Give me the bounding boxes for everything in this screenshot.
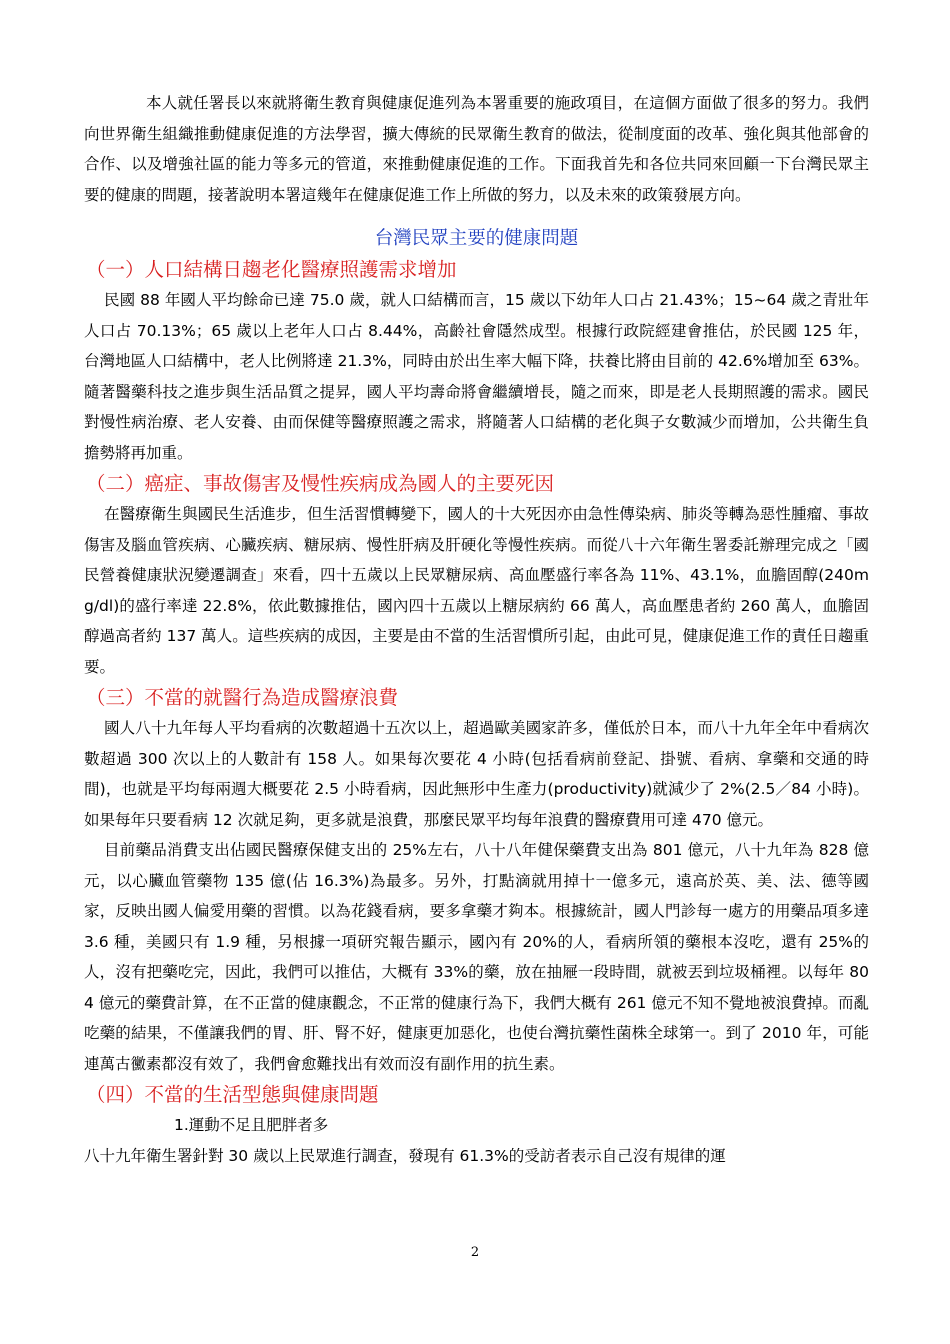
page-number: 2 [470,1245,480,1260]
section-heading-2: （二）癌症、事故傷害及慢性疾病成為國人的主要死因 [86,472,555,495]
section-1-paragraph-1: 民國 88 年國人平均餘命已達 75.0 歲，就人口結構而言，15 歲以下幼年人口占 21.43%；15~64 歲之青壯年人口占 70.13%；65 歲以上老年人口占 8.44%，高齡社會隱然成型。根據行政院經建會推估，於民國 125 年，台灣地區人口結構中，老人比例將達 21.3%，同時由於出生率大幅下降，扶養比將由目前的 42.6%增加至 63%。隨著醫藥科技之進步與生活品質之提昇，國人平均壽命將會繼續增長，隨之而來，即是老人長期照護的需求。國民對慢性病治療、老人安養、由而保健等醫療照護之需求，將隨著人口結構的老化與子女數減少而增加，公共衛生負擔勢將再加重。 [84,291,869,462]
intro-paragraph: 本人就任署長以來就將衛生教育與健康促進列為本署重要的施政項目，在這個方面做了很多的努力。我們向世界衛生組織推動健康促進的方法學習，擴大傳統的民眾衛生教育的做法，從制度面的改革、強化與其他部會的合作、以及增強社區的能力等多元的管道，來推動健康促進的工作。下面我首先和各位共同來回顧一下台灣民眾主要的健康的問題，接著說明本署這幾年在健康促進工作上所做的努力，以及未來的政策發展方向。 [84,94,869,204]
section-2-paragraph-1: 在醫療衛生與國民生活進步，但生活習慣轉變下，國人的十大死因亦由急性傳染病、肺炎等轉為惡性腫瘤、事故傷害及腦血管疾病、心臟疾病、糖尿病、慢性肝病及肝硬化等慢性疾病。而從八十六年衛生署委託辦理完成之「國民營養健康狀況變遷調查」來看，四十五歲以上民眾糖尿病、高血壓盛行率各為 11%、43.1%，血膽固醇(240mg/dl)的盛行率達 22.8%，依此數據推估，國內四十五歲以上糖尿病約 66 萬人，高血壓患者約 260 萬人，血膽固醇過高者約 137 萬人。這些疾病的成因，主要是由不當的生活習慣所引起，由此可見，健康促進工作的責任日趨重要。 [84,505,869,676]
section-3-paragraph-2: 目前藥品消費支出佔國民醫療保健支出的 25%左右，八十八年健保藥費支出為 801 億元，八十九年為 828 億元，以心臟血管藥物 135 億(佔 16.3%)為最多。另外，打點滴就用掉十一億多元，遠高於英、美、法、德等國家，反映出國人偏愛用藥的習慣。以為花錢看病，要多拿藥才夠本。根據統計，國人門診每一處方的用藥品項多達 3.6 種，美國只有 1.9 種，另根據一項研究報告顯示，國內有 20%的人，看病所領的藥根本沒吃，還有 25%的人，沒有把藥吃完，因此，我們可以推估，大概有 33%的藥，放在抽屜一段時間，就被丟到垃圾桶裡。以每年 804 億元的藥費計算，在不正當的健康觀念，不正常的健康行為下，我們大概有 261 億元不知不覺地被浪費掉。而亂吃藥的結果，不僅讓我們的胃、肝、腎不好，健康更加惡化，也使台灣抗藥性菌株全球第一。到了 2010 年，可能連萬古黴素都沒有效了，我們會愈難找出有效而沒有副作用的抗生素。 [84,841,869,1073]
section-3-paragraph-1: 國人八十九年每人平均看病的次數超過十五次以上，超過歐美國家許多，僅低於日本，而八十九年全年中看病次數超過 300 次以上的人數計有 158 人。如果每次要花 4 小時(包括看病前登記、掛號、看病、拿藥和交通的時間)，也就是平均每兩週大概要花 2.5 小時看病，因此無形中生產力(productivity)就減少了 2%(2.5／84 小時)。如果每年只要看病 12 次就足夠，更多就是浪費，那麼民眾平均每年浪費的醫療費用可達 470 億元。 [84,719,869,829]
section-heading-3: （三）不當的就醫行為造成醫療浪費 [86,686,399,709]
section-4-subheading: 1.運動不足且肥胖者多 [174,1116,329,1134]
section-4-paragraph-1: 八十九年衛生署針對 30 歲以上民眾進行調查，發現有 61.3%的受訪者表示自己沒有規律的運 [84,1146,726,1165]
section-heading-4: （四）不當的生活型態與健康問題 [86,1083,379,1106]
document-body [84,88,869,1171]
section-heading-1: （一）人口結構日趨老化醫療照護需求增加 [86,258,457,281]
document-title: 台灣民眾主要的健康問題 [374,228,579,249]
